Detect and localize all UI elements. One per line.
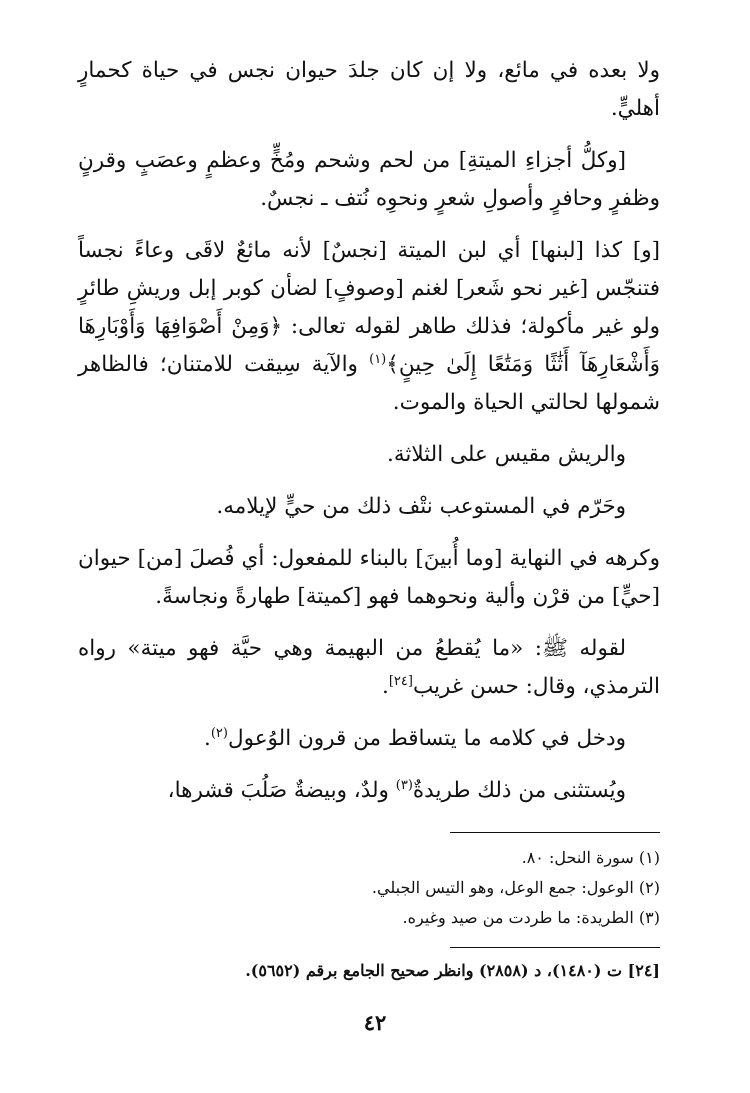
- paragraph-3: [و] كذا [لبنها] أي لبن الميتة [نجسٌ] لأنه مائعٌ لاقَى وعاءً نجساً فتنجّس [غير نحو شَعر] لغنم [وصوفٍ] لضأن كوبر إبل وريشِ طائرٍ ولو غير مأكولة؛ فذلك طاهر لقوله تعالى: ﴿وَمِنْ أَصْوَافِهَا وَأَوْبَارِهَا وَأَشْعَارِهَآ أَثَٰثًا وَمَتَٰعًا إِلَىٰ حِينٍ﴾$^{(١)}$ والآية سِيقت للامتنان؛ فالظاهر شمولها لحالتي الحياة والموت.: [78, 238, 660, 415]
- paragraph-2: [وكلُّ أجزاءِ الميتةِ] من لحم وشحم ومُخٍّ وعظمٍ وعصَبٍ وقرنٍ وظفرٍ وحافرٍ وأصولِ شعرٍ ونحوِه نُتف ـ نجسٌ.: [78, 148, 660, 211]
- footnote-2: (٢) الوعول: جمع الوعل، وهو التيس الجبلي.: [371, 878, 660, 897]
- paragraph-9: ويُستثنى من ذلك طريدةٌ$^{(٣)}$ ولدٌ، وبيضةٌ صَلُبَ قشرها،: [167, 777, 626, 803]
- takhrij-ref-24: [٢٤]: [388, 673, 413, 689]
- paragraph-5: وحَرّم في المستوعب نتْف ذلك من حيٍّ لإيلامه.: [216, 494, 626, 519]
- paragraph-4: والريش مقيس على الثلاثة.: [386, 442, 626, 467]
- paragraph-7: لقوله ﷺ: «ما يُقطعُ من البهيمة وهي حيَّة فهو ميتة» رواه الترمذي، وقال: حسن غريب[٢٤].: [78, 636, 660, 699]
- footnote-ref-3: (٣): [395, 777, 413, 793]
- footnote-1: (١) سورة النحل: ٨٠.: [521, 848, 660, 867]
- paragraph-6: وكرهه في النهاية [وما أُبينَ] بالبناء للمفعول: أي فُصلَ [من] حيوان [حيٍّ] من قرْن وألية ونحوهما فهو [كميتة] طهارةً ونجاسةً.: [78, 546, 660, 609]
- footnote-divider: [450, 832, 660, 833]
- paragraph-1: ولا بعده في مائع، ولا إن كان جلدَ حيوان نجس في حياة كحمارٍ أهليٍّ.: [78, 58, 660, 121]
- takhrij-divider: [450, 947, 660, 948]
- paragraph-8: ودخل في كلامه ما يتساقط من قرون الوُعول$^{(٢)}$.: [204, 725, 626, 751]
- takhrij-note: [٢٤] ت (١٤٨٠)، د (٢٨٥٨) وانظر صحيح الجامع برقم (٥٦٥٢).: [245, 961, 660, 980]
- page-body: [78, 52, 660, 986]
- footnote-ref-2: (٢): [210, 725, 228, 741]
- footnote-ref-1: (١): [369, 351, 387, 367]
- footnote-3: (٣) الطريدة: ما طردت من صيد وغيره.: [402, 908, 660, 927]
- page-number: ٤٢: [363, 1010, 387, 1035]
